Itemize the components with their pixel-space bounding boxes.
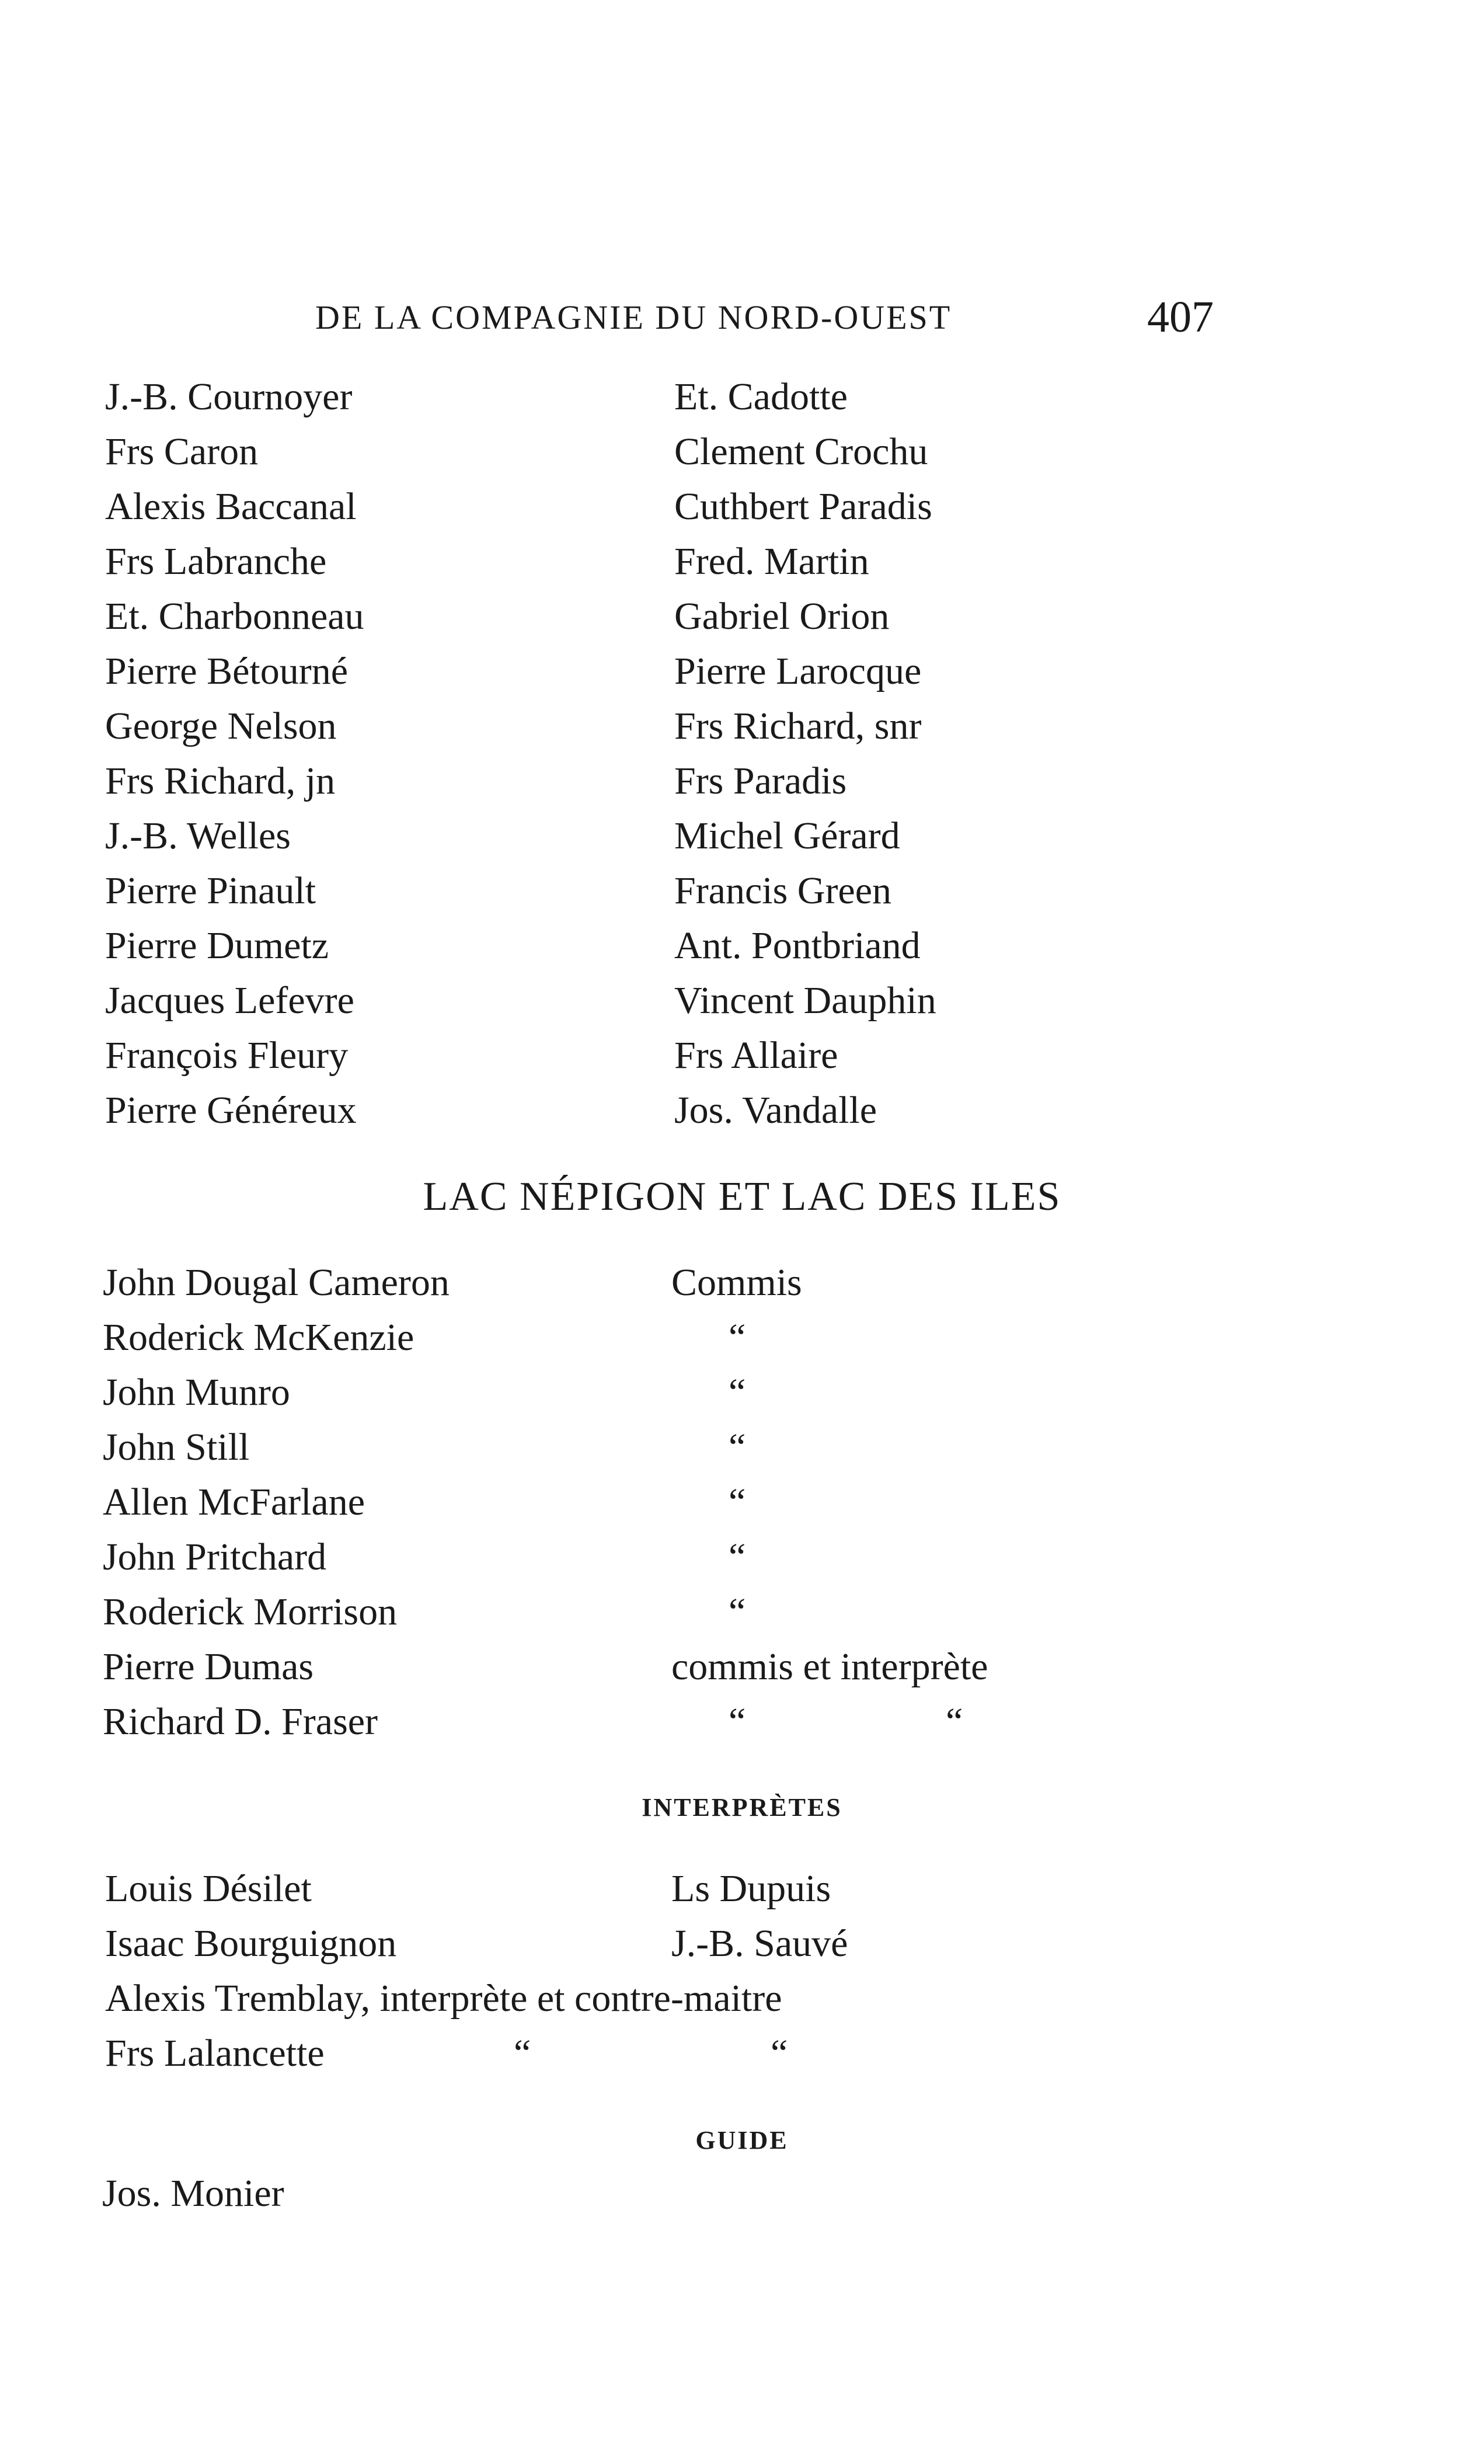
person-name: Roderick Morrison — [103, 1591, 398, 1633]
person-name: John Pritchard — [103, 1536, 327, 1578]
person-name: John Still — [103, 1426, 250, 1468]
person-role: commis et interprète — [671, 1645, 988, 1688]
list-item: Frs Labranche — [105, 540, 327, 583]
running-head-title: DE LA COMPAGNIE DU NORD-OUEST — [315, 298, 952, 336]
section-heading-lac-nepigon: LAC NÉPIGON ET LAC DES ILES — [423, 1174, 1061, 1219]
person-name: Pierre Dumas — [103, 1645, 314, 1688]
ditto-mark: “ — [771, 2032, 788, 2075]
ditto-mark: “ — [729, 1371, 746, 1414]
list-item: Frs Richard, jn — [105, 760, 336, 802]
list-item: Francis Green — [674, 869, 892, 912]
section-heading-interpretes: INTERPRÈTES — [642, 1793, 842, 1822]
ditto-mark: “ — [729, 1700, 746, 1743]
list-item: Jos. Vandalle — [674, 1089, 877, 1132]
list-item: Pierre Dumetz — [105, 924, 329, 967]
person-name: Frs Lalancette — [105, 2032, 325, 2075]
ditto-mark: “ — [729, 1316, 746, 1359]
list-item: Et. Charbonneau — [105, 595, 364, 638]
person-name: Allen McFarlane — [103, 1481, 365, 1523]
ditto-mark: “ — [729, 1481, 746, 1523]
ditto-mark: “ — [946, 1700, 963, 1743]
person-name: J.-B. Sauvé — [671, 1922, 848, 1965]
list-item: Fred. Martin — [674, 540, 869, 583]
list-item: Frs Allaire — [674, 1034, 838, 1077]
list-item: Gabriel Orion — [674, 595, 890, 638]
list-item: J.-B. Welles — [105, 815, 291, 857]
list-item: Et. Cadotte — [674, 375, 848, 418]
ditto-mark: “ — [729, 1536, 746, 1578]
person-name: John Munro — [103, 1371, 290, 1414]
person-name: Ls Dupuis — [671, 1867, 831, 1910]
list-item: Alexis Baccanal — [105, 485, 357, 528]
list-item: Jacques Lefevre — [105, 979, 354, 1022]
list-item: Michel Gérard — [674, 815, 900, 857]
person-entry: Alexis Tremblay, interprète et contre-maitre — [105, 1977, 782, 2020]
guide-name: Jos. Monier — [102, 2172, 284, 2215]
ditto-mark: “ — [514, 2032, 531, 2075]
list-item: Frs Richard, snr — [674, 705, 922, 747]
list-item: Ant. Pontbriand — [674, 924, 921, 967]
section-heading-guide: GUIDE — [695, 2126, 789, 2155]
list-item: J.-B. Cournoyer — [105, 375, 353, 418]
list-item: François Fleury — [105, 1034, 349, 1077]
ditto-mark: “ — [729, 1426, 746, 1468]
running-head — [0, 292, 1484, 344]
list-item: Frs Caron — [105, 430, 259, 473]
person-role: Commis — [671, 1261, 802, 1304]
page-number: 407 — [1147, 293, 1214, 342]
list-item: Cuthbert Paradis — [674, 485, 932, 528]
person-name: Richard D. Fraser — [103, 1700, 378, 1743]
person-name: Isaac Bourguignon — [105, 1922, 397, 1965]
person-name: John Dougal Cameron — [103, 1261, 450, 1304]
names-right-column — [674, 370, 936, 1138]
person-name: Roderick McKenzie — [103, 1316, 414, 1359]
names-left-column — [105, 370, 364, 1138]
person-name: Louis Désilet — [105, 1867, 312, 1910]
list-item: Frs Paradis — [674, 760, 847, 802]
list-item: George Nelson — [105, 705, 337, 747]
list-item: Clement Crochu — [674, 430, 928, 473]
ditto-mark: “ — [729, 1591, 746, 1633]
list-item: Pierre Pinault — [105, 869, 316, 912]
list-item: Vincent Dauphin — [674, 979, 936, 1022]
list-item: Pierre Larocque — [674, 650, 922, 692]
list-item: Pierre Généreux — [105, 1089, 357, 1132]
list-item: Pierre Bétourné — [105, 650, 349, 692]
